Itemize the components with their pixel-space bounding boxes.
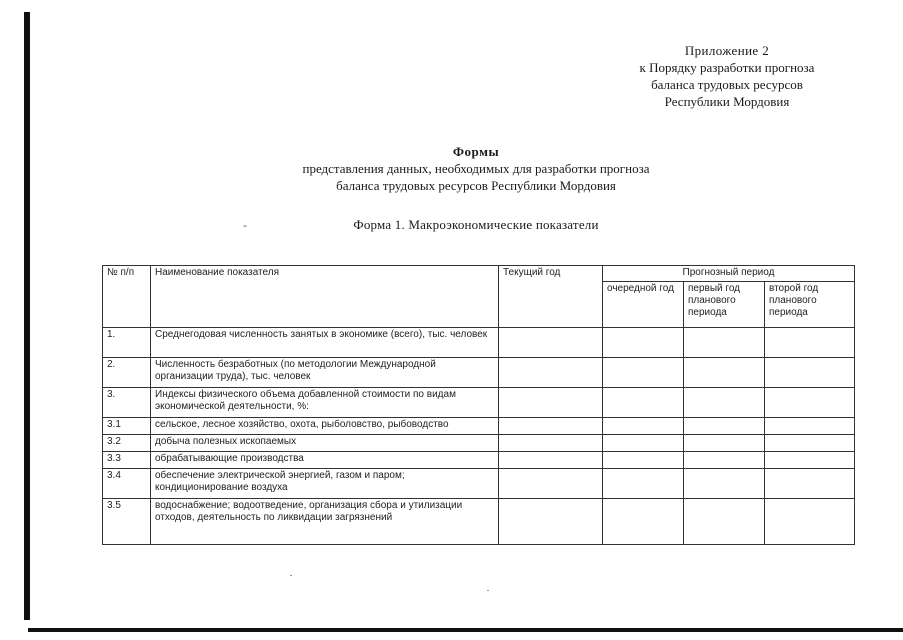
table-row xyxy=(103,328,855,358)
scan-edge-left xyxy=(24,12,30,620)
row-cell xyxy=(684,418,765,435)
row-cell xyxy=(603,418,684,435)
subheader-second-plan-year: второй год планового периода xyxy=(765,282,855,328)
row-cell xyxy=(603,435,684,452)
indicators-table xyxy=(102,265,855,545)
row-cell xyxy=(684,469,765,499)
appendix-line: баланса трудовых ресурсов xyxy=(651,77,803,92)
subheader-first-plan-year: первый год планового периода xyxy=(684,282,765,328)
row-cell xyxy=(603,388,684,418)
appendix-line: Республики Мордовия xyxy=(664,94,790,109)
row-cell xyxy=(684,358,765,388)
row-name: сельское, лесное хозяйство, охота, рыболовство, рыбоводство xyxy=(151,418,499,435)
row-cell xyxy=(603,469,684,499)
form-caption: Форма 1. Макроэкономические показатели xyxy=(353,217,599,232)
table-row xyxy=(103,435,855,452)
row-cell xyxy=(499,499,603,545)
row-num: 1. xyxy=(103,328,151,358)
row-name: Среднегодовая численность занятых в экономике (всего), тыс. человек xyxy=(151,328,499,358)
table-row xyxy=(103,452,855,469)
row-cell xyxy=(765,418,855,435)
row-num: 3.2 xyxy=(103,435,151,452)
row-cell xyxy=(684,435,765,452)
forms-subtitle-line: представления данных, необходимых для разработки прогноза xyxy=(302,161,650,176)
table-row xyxy=(103,469,855,499)
table-row xyxy=(103,358,855,388)
dash-mark: - xyxy=(243,218,247,232)
row-cell xyxy=(765,328,855,358)
row-name: водоснабжение; водоотведение, организация сбора и утилизации отходов, деятельность по ликвидации загрязнений xyxy=(151,499,499,545)
row-num: 3.1 xyxy=(103,418,151,435)
row-cell xyxy=(603,328,684,358)
row-num: 3.5 xyxy=(103,499,151,545)
row-cell xyxy=(765,469,855,499)
row-cell xyxy=(684,328,765,358)
row-cell xyxy=(603,452,684,469)
row-cell xyxy=(499,388,603,418)
row-name: обрабатывающие производства xyxy=(151,452,499,469)
row-cell xyxy=(499,328,603,358)
row-cell xyxy=(765,499,855,545)
row-cell xyxy=(499,435,603,452)
row-cell xyxy=(684,388,765,418)
row-cell xyxy=(684,452,765,469)
row-cell xyxy=(684,499,765,545)
header-current-year: Текущий год xyxy=(499,266,603,328)
row-num: 3. xyxy=(103,388,151,418)
subheader-next-year: очередной год xyxy=(603,282,684,328)
row-name: обеспечение электрической энергией, газом и паром; кондиционирование воздуха xyxy=(151,469,499,499)
forms-heading: Формы xyxy=(452,144,500,159)
row-cell xyxy=(765,452,855,469)
table-row xyxy=(103,499,855,545)
appendix-line: к Порядку разработки прогноза xyxy=(639,60,815,75)
table-header-row xyxy=(103,266,855,282)
table-row xyxy=(103,388,855,418)
row-cell xyxy=(499,418,603,435)
row-cell xyxy=(499,469,603,499)
table-row xyxy=(103,418,855,435)
row-cell xyxy=(765,435,855,452)
row-cell xyxy=(765,388,855,418)
header-num: № п/п xyxy=(103,266,151,328)
forms-title xyxy=(0,143,903,194)
row-cell xyxy=(499,358,603,388)
appendix-block xyxy=(600,42,854,110)
header-forecast-period: Прогнозный период xyxy=(603,266,855,282)
scan-edge-bottom xyxy=(28,628,903,632)
row-cell xyxy=(765,358,855,388)
row-cell xyxy=(603,499,684,545)
row-num: 3.4 xyxy=(103,469,151,499)
forms-subtitle-line: баланса трудовых ресурсов Республики Мордовия xyxy=(336,178,616,193)
header-name: Наименование показателя xyxy=(151,266,499,328)
scan-speck xyxy=(487,590,489,591)
row-name: добыча полезных ископаемых xyxy=(151,435,499,452)
row-cell xyxy=(499,452,603,469)
row-name: Численность безработных (по методологии Международной организации труда), тыс. человек xyxy=(151,358,499,388)
row-name: Индексы физического объема добавленной стоимости по видам экономической деятельности, %: xyxy=(151,388,499,418)
row-cell xyxy=(603,358,684,388)
appendix-heading: Приложение 2 xyxy=(684,43,770,58)
scan-speck xyxy=(290,575,292,576)
row-num: 3.3 xyxy=(103,452,151,469)
row-num: 2. xyxy=(103,358,151,388)
